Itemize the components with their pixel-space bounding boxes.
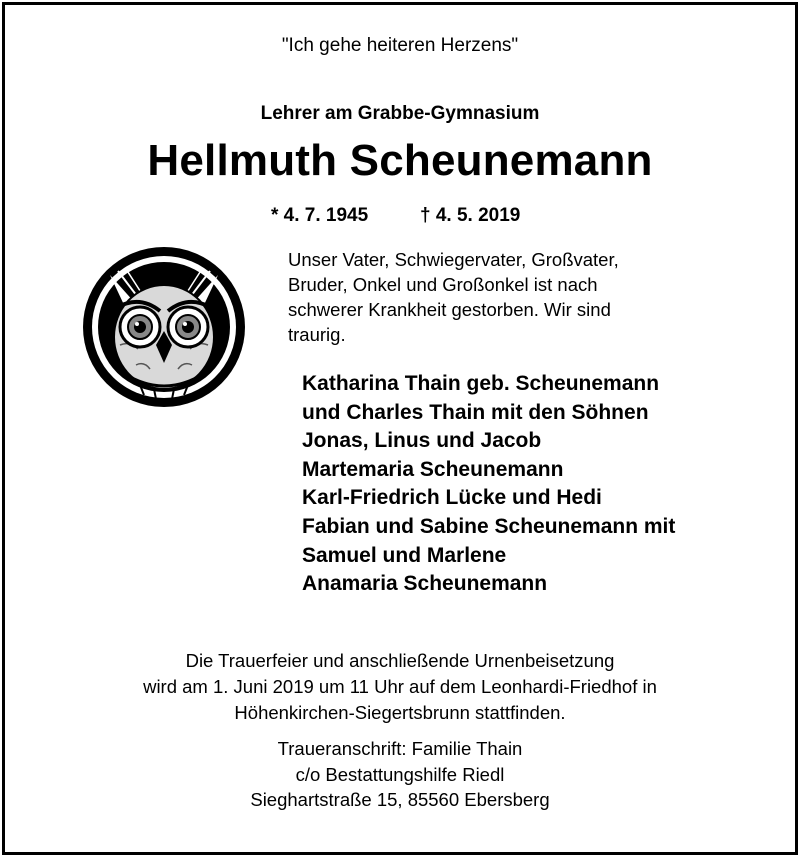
mourning-address xyxy=(0,736,800,813)
address-line: Traueranschrift: Familie Thain xyxy=(277,738,523,759)
announcement-line: schwerer Krankheit gestorben. Wir sind xyxy=(288,299,611,320)
owl-emblem-icon xyxy=(80,245,248,410)
mourner-line: Jonas, Linus und Jacob xyxy=(302,429,542,453)
mourner-line: und Charles Thain mit den Söhnen xyxy=(302,400,649,424)
mourner-line: Karl-Friedrich Lücke und Hedi xyxy=(302,486,602,510)
service-line: Höhenkirchen-Siegertsbrunn stattfinden. xyxy=(234,702,566,723)
announcement-line: Unser Vater, Schwiegervater, Großvater, xyxy=(288,249,619,270)
mourner-line: Anamaria Scheunemann xyxy=(302,572,548,596)
deceased-name: Hellmuth Scheunemann xyxy=(147,136,653,185)
funeral-service-info xyxy=(0,648,800,726)
mourner-line: Martemaria Scheunemann xyxy=(302,457,564,481)
announcement-line: Bruder, Onkel und Großonkel ist nach xyxy=(288,274,598,295)
birth-date: * 4. 7. 1945 xyxy=(271,205,369,226)
address-line: c/o Bestattungshilfe Riedl xyxy=(295,763,505,785)
motto-quote: "Ich gehe heiteren Herzens" xyxy=(281,35,519,56)
service-line: Die Trauerfeier und anschließende Urnenbeisetzung xyxy=(185,650,615,671)
mourner-line: Samuel und Marlene xyxy=(302,543,507,567)
announcement-text xyxy=(288,247,768,347)
service-line: wird am 1. Juni 2019 um 11 Uhr auf dem Leonhardi-Friedhof in xyxy=(143,676,657,697)
mourners-list xyxy=(302,370,782,599)
announcement-line: traurig. xyxy=(288,324,346,345)
address-line: Sieghartstraße 15, 85560 Ebersberg xyxy=(250,789,550,810)
mourner-line: Katharina Thain geb. Scheunemann xyxy=(302,372,660,395)
death-date: † 4. 5. 2019 xyxy=(420,205,521,226)
deceased-role: Lehrer am Grabbe-Gymnasium xyxy=(260,103,540,124)
mourner-line: Fabian und Sabine Scheunemann mit xyxy=(302,514,676,538)
